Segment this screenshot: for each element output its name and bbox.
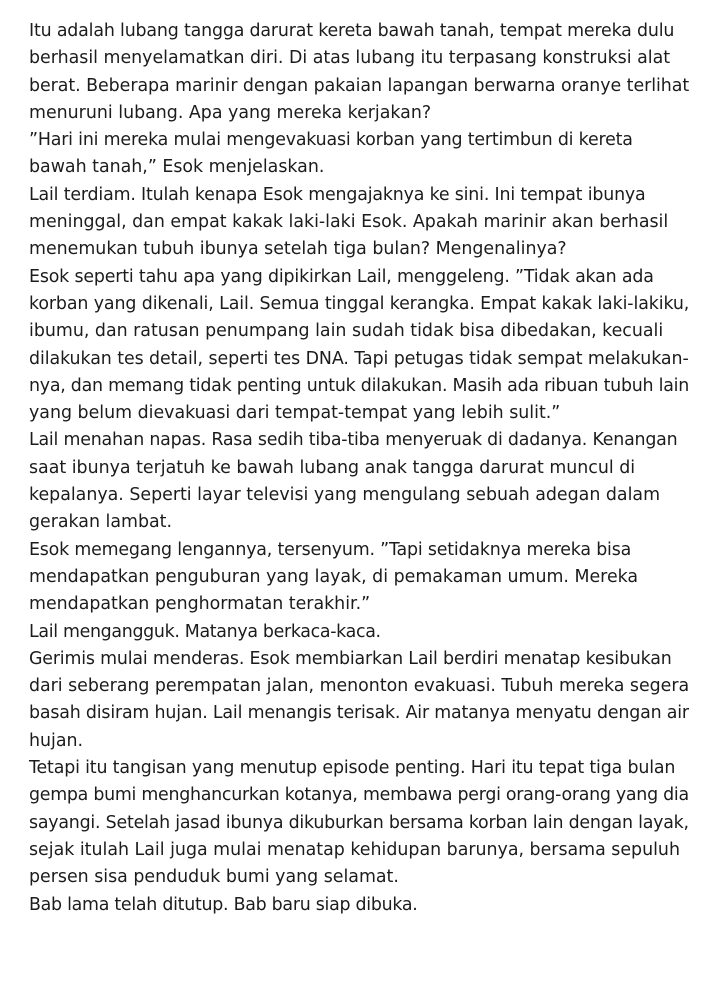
text-line: Bab lama telah ditutup. Bab baru siap dibuka. <box>29 894 418 915</box>
text-line: Esok memegang lengannya, tersenyum. ”Tapi setidaknya mereka bisa <box>29 539 632 560</box>
text-line: Lail terdiam. Itulah kenapa Esok mengajaknya ke sini. Ini tempat ibunya <box>29 184 646 205</box>
text-line: gerakan lambat. <box>29 512 172 533</box>
text-line: persen sisa penduduk bumi yang selamat. <box>29 867 399 888</box>
paragraph <box>17 427 689 536</box>
text-line: ”Hari ini mereka mulai mengevakuasi korban yang tertimbun di kereta <box>29 130 633 151</box>
text-line: Lail mengangguk. Matanya berkaca-kaca. <box>29 621 381 642</box>
text-line: bawah tanah,” Esok menjelaskan. <box>29 157 325 178</box>
text-line: menuruni lubang. Apa yang mereka kerjakan? <box>29 102 432 123</box>
paragraph <box>17 127 689 182</box>
text-line: meninggal, dan empat kakak laki-laki Esok. Apakah marinir akan berhasil <box>29 212 669 233</box>
paragraph <box>17 619 689 646</box>
text-line: Itu adalah lubang tangga darurat kereta bawah tanah, tempat mereka dulu <box>29 21 675 41</box>
text-line: mendapatkan penguburan yang layak, di pemakaman umum. Mereka <box>29 566 639 587</box>
paragraph <box>17 264 689 428</box>
text-line: gempa bumi menghancurkan kotanya, membawa pergi orang-orang yang dia <box>29 785 689 806</box>
text-line: hujan. <box>29 730 84 751</box>
paragraph <box>17 182 689 264</box>
text-line: korban yang dikenali, Lail. Semua tinggal kerangka. Empat kakak laki-lakiku, <box>29 293 690 314</box>
text-line: dilakukan tes detail, seperti tes DNA. Tapi petugas tidak sempat melakukan- <box>29 348 689 369</box>
text-line: yang belum dievakuasi dari tempat-tempat yang lebih sulit.” <box>29 403 561 424</box>
paragraph <box>17 892 689 919</box>
text-line: ibumu, dan ratusan penumpang lain sudah tidak bisa dibedakan, kecuali <box>29 321 664 342</box>
text-line: sayangi. Setelah jasad ibunya dikuburkan bersama korban lain dengan layak, <box>29 812 689 833</box>
text-line: Lail menahan napas. Rasa sedih tiba-tiba menyeruak di dadanya. Kenangan <box>29 430 678 451</box>
text-line: basah disiram hujan. Lail menangis terisak. Air matanya menyatu dengan air <box>29 703 689 724</box>
paragraph <box>17 646 689 755</box>
document-page <box>17 18 689 919</box>
paragraph <box>17 18 689 127</box>
text-line: berat. Beberapa marinir dengan pakaian lapangan berwarna oranye terlihat <box>29 75 690 96</box>
text-line: sejak itulah Lail juga mulai menatap kehidupan barunya, bersama sepuluh <box>29 839 680 860</box>
paragraph <box>17 755 689 891</box>
paragraph <box>17 537 689 619</box>
text-line: Tetapi itu tangisan yang menutup episode penting. Hari itu tepat tiga bulan <box>29 758 676 779</box>
text-line: menemukan tubuh ibunya setelah tiga bulan? Mengenalinya? <box>29 239 567 260</box>
text-line: mendapatkan penghormatan terakhir.” <box>29 594 371 615</box>
text-line: berhasil menyelamatkan diri. Di atas lubang itu terpasang konstruksi alat <box>29 48 671 69</box>
text-line: Gerimis mulai menderas. Esok membiarkan Lail berdiri menatap kesibukan <box>29 648 672 669</box>
text-line: nya, dan memang tidak penting untuk dilakukan. Masih ada ribuan tubuh lain <box>29 375 689 396</box>
text-line: Esok seperti tahu apa yang dipikirkan Lail, menggeleng. ”Tidak akan ada <box>29 266 654 287</box>
text-line: saat ibunya terjatuh ke bawah lubang anak tangga darurat muncul di <box>29 457 636 478</box>
text-line: kepalanya. Seperti layar televisi yang mengulang sebuah adegan dalam <box>29 485 661 506</box>
text-line: dari seberang perempatan jalan, menonton evakuasi. Tubuh mereka segera <box>29 676 690 697</box>
